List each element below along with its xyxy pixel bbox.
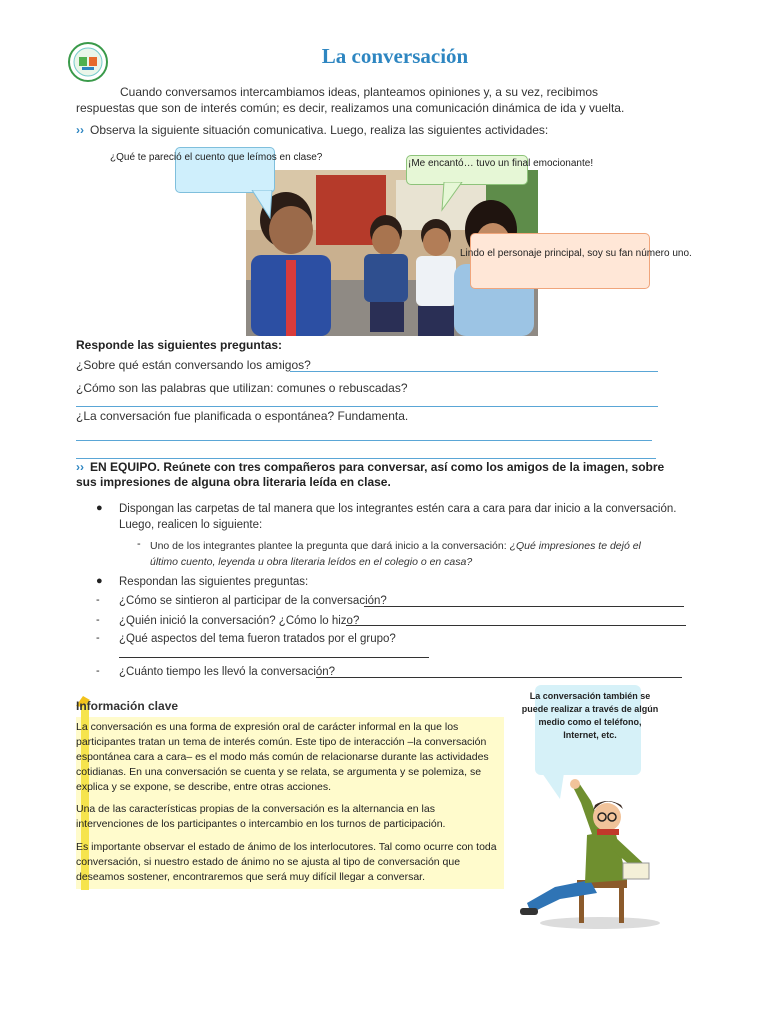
team-question-3: ¿Qué aspectos del tema fueron tratados por el grupo? xyxy=(119,633,396,645)
instruction-text: Observa la siguiente situación comunicativa. Luego, realiza las siguientes actividades: xyxy=(90,123,549,137)
answer-line-3[interactable] xyxy=(76,440,652,441)
info-paragraph-2: Una de las características propias de la conversación es la alternancia en las intervenciones de los participantes o intercambio en los turnos de participación. xyxy=(76,803,446,830)
bubble-tail-green xyxy=(440,182,464,212)
question-2: ¿Cómo son las palabras que utilizan: comunes o rebuscadas? xyxy=(76,381,408,395)
photo-credit xyxy=(541,175,549,215)
list-dash: - xyxy=(96,632,100,644)
answer-line-1[interactable] xyxy=(290,371,658,372)
list-dash: - xyxy=(96,665,100,677)
team-sub-italic-1: ¿Qué impresiones te dejó el xyxy=(509,540,641,552)
instruction xyxy=(76,123,548,137)
team-bullet-1-line2: Luego, realicen lo siguiente: xyxy=(119,519,263,531)
info-paragraph-3: Es importante observar el estado de ánimo de los interlocutores. Tal como ocurre con toda conversación, si nuestro estado de ánimo no se ajusta al tipo de conversación que deseamos sostener, encontraremos que será muy difícil llegar a conversar. xyxy=(76,841,497,883)
team-question-2: ¿Quién inició la conversación? ¿Cómo lo hizo? xyxy=(119,615,360,627)
team-bullet-2: Respondan las siguientes preguntas: xyxy=(119,576,309,588)
intro-paragraph: Cuando conversamos intercambiamos ideas, planteamos opiniones y, a su vez, recibimos respuestas que son de interés común; es decir, realizamos una comunicación dinámica de ida y vuelta. xyxy=(76,85,625,115)
team-sub-italic-2: último cuento, leyenda u obra literaria leídos en el colegio o en casa? xyxy=(150,556,473,568)
team-sub-plain: Uno de los integrantes plantee la pregunta que dará inicio a la conversación: xyxy=(150,540,510,552)
answer-line-4[interactable] xyxy=(76,458,656,459)
team-question-4: ¿Cuánto tiempo les llevó la conversación? xyxy=(119,666,336,678)
team-sub-item xyxy=(150,538,650,570)
list-dash: - xyxy=(96,594,100,606)
bubble-tail-blue xyxy=(250,190,274,220)
bubble-blue-text: ¿Qué te pareció el cuento que leímos en clase? xyxy=(110,152,323,163)
info-title: Información clave xyxy=(76,699,179,713)
man-on-chair-illustration xyxy=(515,775,665,930)
team-heading xyxy=(76,460,666,490)
bullet-dot: ● xyxy=(96,575,103,587)
bubble-green-text: ¡Me encantó… tuvo un final emocionante! xyxy=(408,158,594,169)
bubble-orange-text: Lindo el personaje principal, soy su fan número uno. xyxy=(460,248,692,259)
list-dash: - xyxy=(96,614,100,626)
team-answer-line-1[interactable] xyxy=(364,606,684,607)
team-question-1: ¿Cómo se sintieron al participar de la conversación? xyxy=(119,595,387,607)
team-answer-line-4[interactable] xyxy=(316,677,682,678)
team-bullet-1 xyxy=(119,501,679,533)
speech-bubble-orange xyxy=(470,233,650,289)
info-paragraph-1: La conversación es una forma de expresión oral de carácter informal en la que los participantes tratan un tema de interés común. Este tipo de interacción –la conversación espontánea cara a cara– es el modo más común de relacionarse durante las actividades cotidianas. En una conversación se cuenta y se relata, se argumenta y se polemiza, se explica y se expone, se describe, entre otras acciones. xyxy=(76,721,489,793)
team-bullet-1-line1: Dispongan las carpetas de tal manera que los integrantes estén cara a cara para dar inicio a la conversación. xyxy=(119,503,677,515)
question-1: ¿Sobre qué están conversando los amigos? xyxy=(76,358,311,372)
side-note-text: La conversación también se puede realizar a través de algún medio como el teléfono, Internet, etc. xyxy=(521,691,659,740)
answer-line-2[interactable] xyxy=(76,406,658,407)
chevron-right-icon: ›› xyxy=(76,123,84,137)
question-3: ¿La conversación fue planificada o espontánea? Fundamenta. xyxy=(76,409,409,423)
chevron-right-icon: ›› xyxy=(76,460,84,474)
bullet-dot: ● xyxy=(96,502,103,514)
sub-bullet-dash: - xyxy=(137,538,141,550)
questions-title: Responde las siguientes preguntas: xyxy=(76,338,283,352)
team-heading-text: EN EQUIPO. Reúnete con tres compañeros para conversar, así como los amigos de la imagen, sobre sus impresiones de alguna obra literaria leída en clase. xyxy=(76,460,665,489)
team-answer-line-2[interactable] xyxy=(346,625,686,626)
page-title: La conversación xyxy=(321,44,469,68)
team-answer-line-3[interactable] xyxy=(119,657,429,658)
